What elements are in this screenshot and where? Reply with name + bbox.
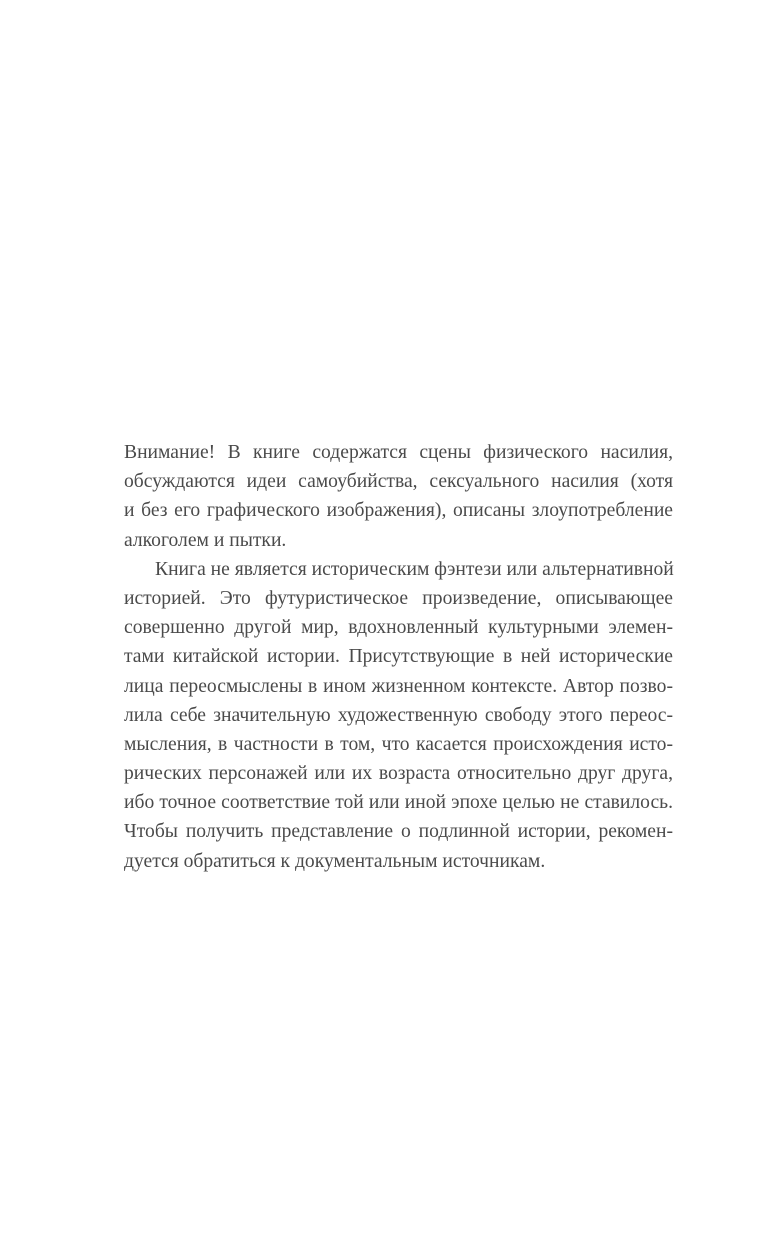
disclaimer-paragraph <box>124 555 673 876</box>
disclaimer-line: историей. Это футуристическое произведение, описывающее <box>124 587 673 609</box>
disclaimer-line: Книга не является историческим фэнтези или альтернативной <box>155 558 674 580</box>
disclaimer-line: дуется обратиться к документальным источникам. <box>124 850 546 872</box>
warning-line: алкоголем и пытки. <box>124 529 287 551</box>
disclaimer-line: лица переосмыслены в ином жизненном контексте. Автор позво- <box>124 675 673 697</box>
content-warning-text <box>124 438 673 876</box>
warning-line: Внимание! В книге содержатся сцены физического насилия, <box>124 442 673 463</box>
disclaimer-line: совершенно другой мир, вдохновленный культурными элемен- <box>124 617 673 639</box>
disclaimer-line: Чтобы получить представление о подлинной истории, рекомен- <box>124 821 673 843</box>
warning-line: и без его графического изображения), описаны злоупотребление <box>124 500 673 522</box>
disclaimer-line: лила себе значительную художественную свободу этого переос- <box>124 704 673 726</box>
disclaimer-line: мысления, в частности в том, что касается происхождения исто- <box>124 733 673 755</box>
warning-paragraph <box>124 438 673 555</box>
disclaimer-line: тами китайской истории. Присутствующие в ней исторические <box>124 646 673 668</box>
disclaimer-line: ибо точное соответствие той или иной эпохе целью не ставилось. <box>124 792 673 814</box>
warning-line: обсуждаются идеи самоубийства, сексуального насилия (хотя <box>124 471 673 493</box>
disclaimer-line: рических персонажей или их возраста относительно друг друга, <box>124 763 673 785</box>
